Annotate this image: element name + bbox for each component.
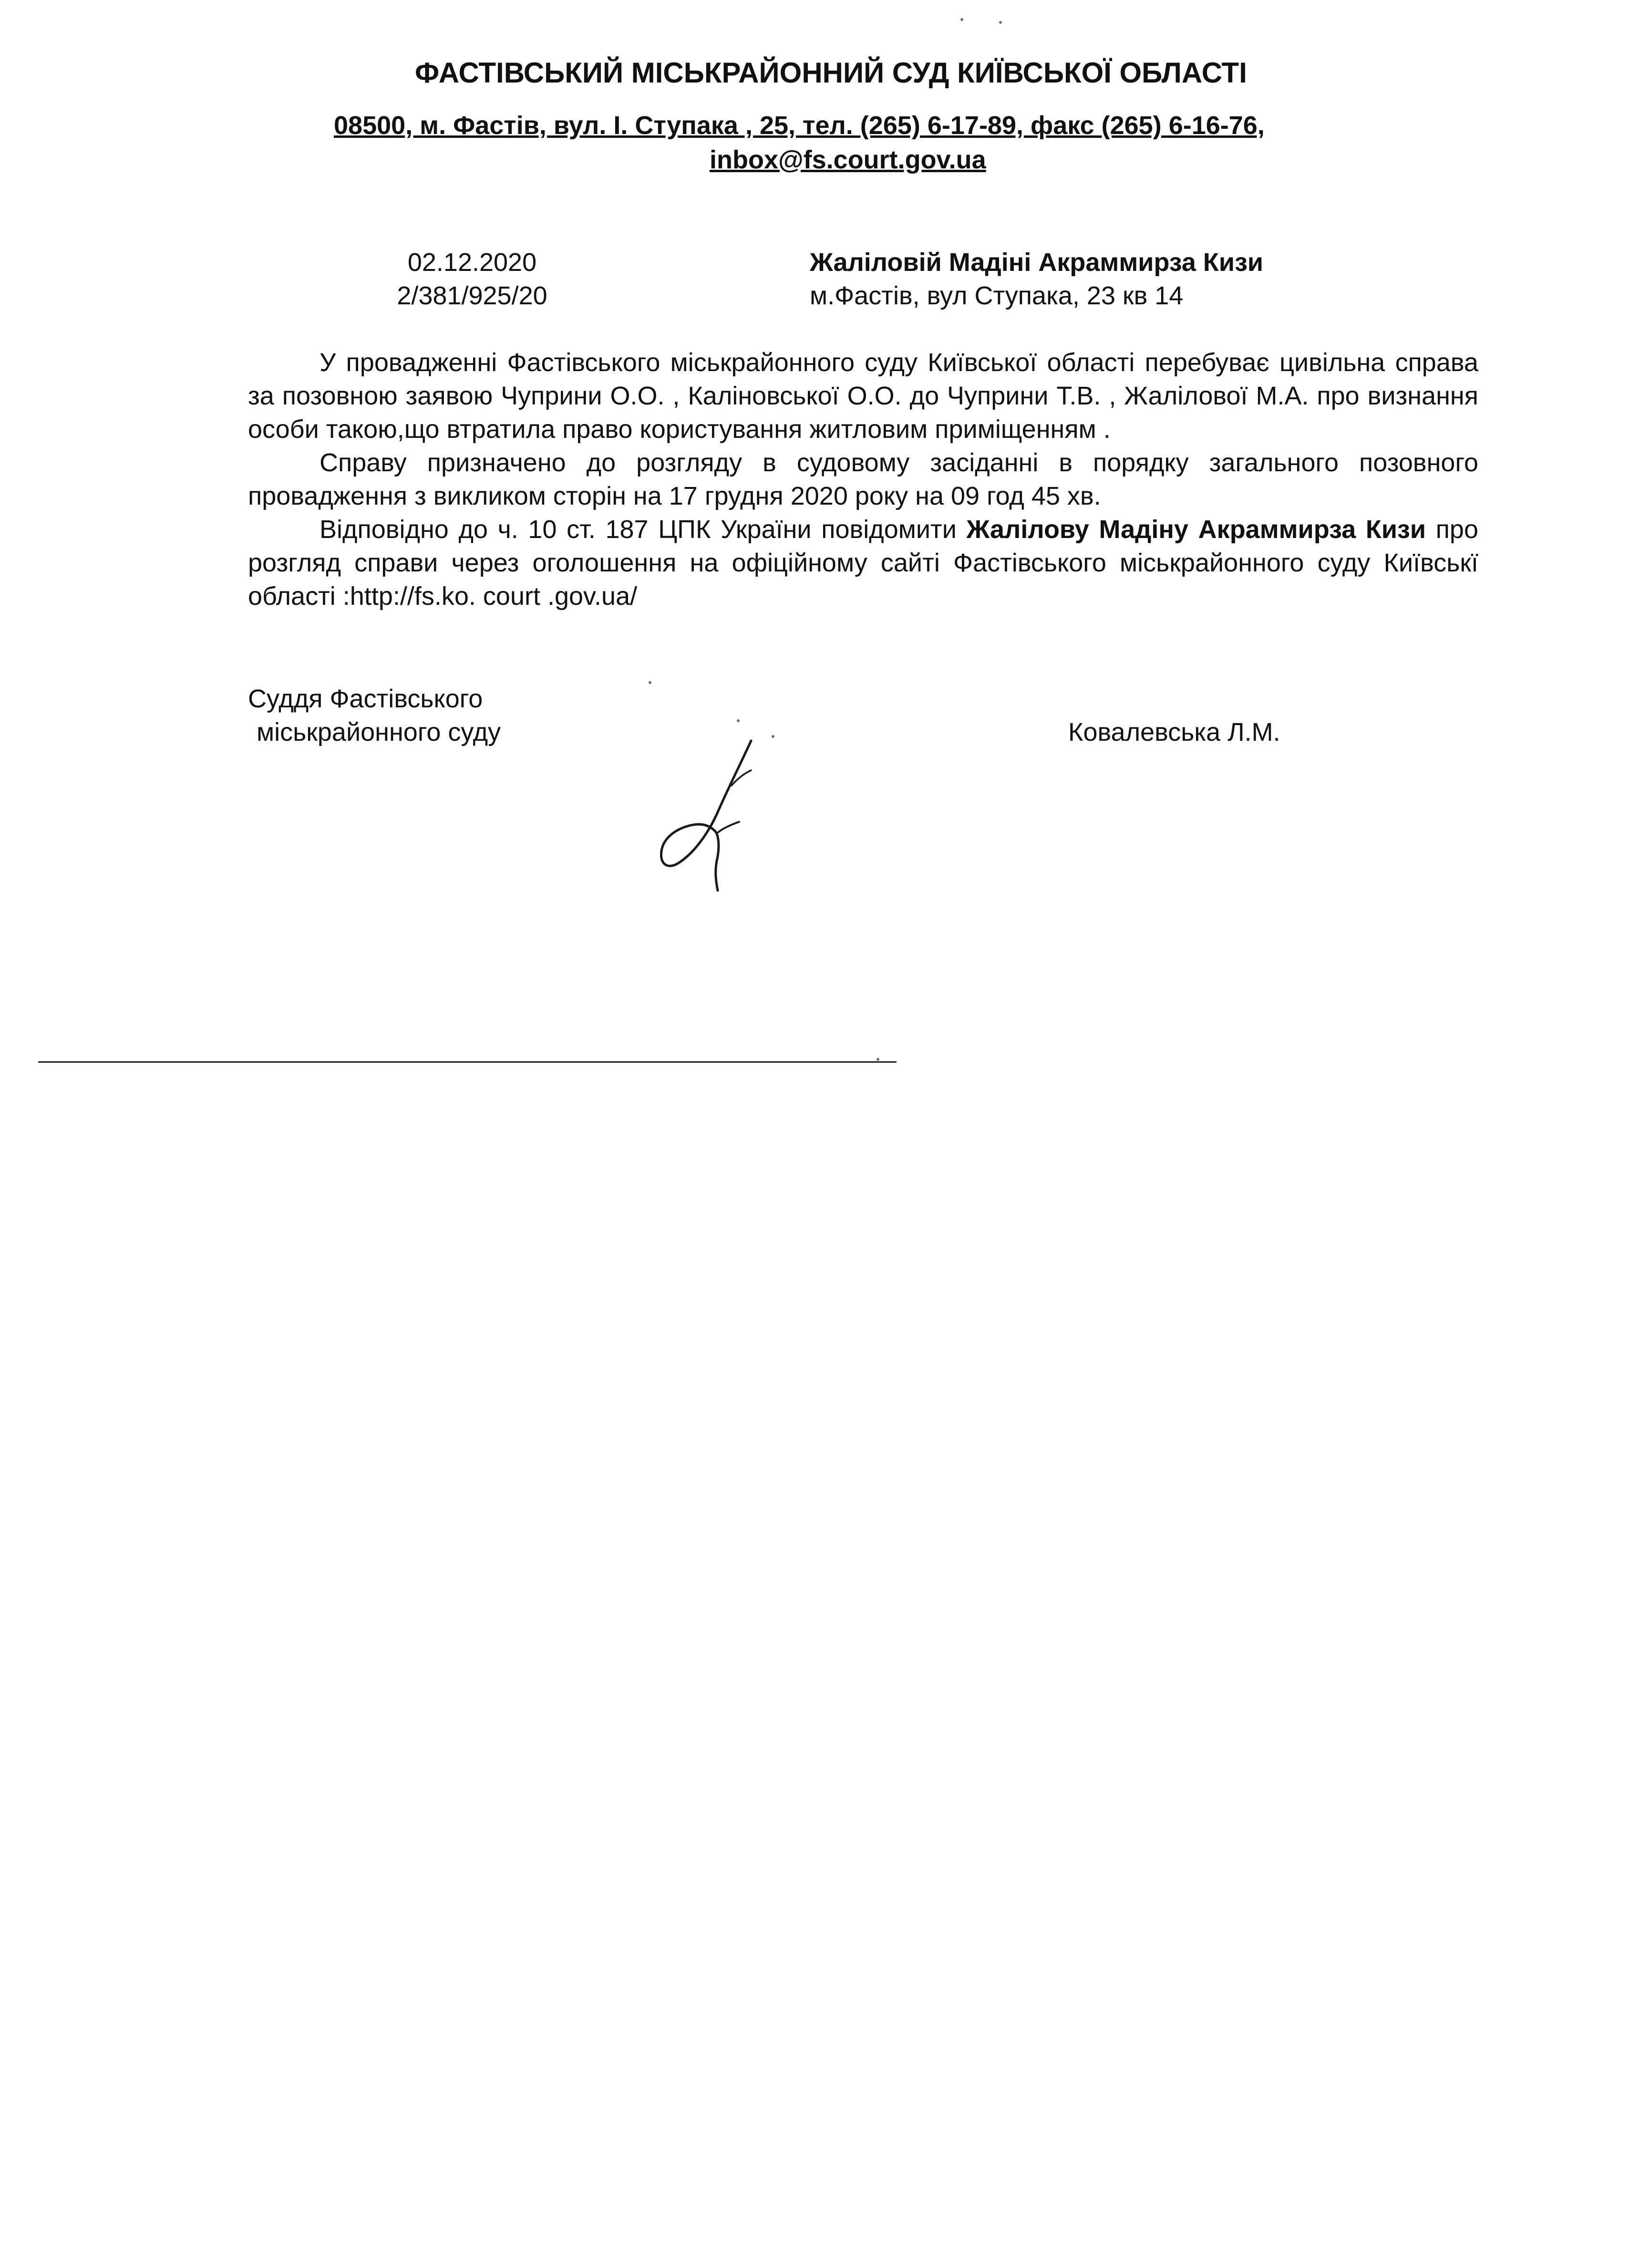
court-email[interactable]: inbox@fs.court.gov.ua: [710, 145, 986, 174]
recipient-block: [810, 246, 1263, 312]
notice-body: [248, 346, 1478, 613]
notice-paragraph-3-prefix: Відповідно до ч. 10 ст. 187 ЦПК України повідомити: [320, 515, 967, 544]
document-date: 02.12.2020: [407, 248, 537, 277]
notice-paragraph-3-suffix: про розгляд справи через оголошення на офіційному сайті Фастівського міськрайонного суду Київськї області :http://fs.ko. court .gov.ua/: [248, 515, 1478, 611]
notice-paragraph-3-bold: Жалілову Мадіну Акраммирза Кизи: [966, 515, 1426, 544]
court-title: ФАСТІВСЬКИЙ МІСЬКРАЙОННИЙ СУД КИЇВСЬКОЇ ОБЛАСТІ: [415, 57, 1247, 89]
recipient-name: Жаліловій Мадіні Акраммирза Кизи: [810, 248, 1264, 277]
document-reference-number: 2/381/925/20: [397, 281, 547, 310]
judge-position-line-2: міськрайонного суду: [257, 718, 501, 746]
recipient-address: м.Фастів, вул Ступака, 23 кв 14: [810, 281, 1184, 310]
document-meta: [372, 246, 572, 312]
scan-speck: [960, 18, 963, 21]
notice-paragraph-2: Справу призначено до розгляду в судовому засіданні в порядку загального позовного провадження з викликом сторін на 17 грудня 2020 року на 09 год 45 хв.: [248, 448, 1478, 510]
judge-position-line-1: Суддя Фастівського: [248, 684, 483, 713]
scan-speck: [649, 681, 651, 684]
judge-position: [248, 682, 501, 749]
handwritten-signature: [634, 732, 787, 909]
scan-speck: [876, 1058, 879, 1061]
notice-paragraph-3: [248, 513, 1478, 613]
scan-speck: [772, 735, 774, 738]
notice-paragraph-1: У провадженні Фастівського міськрайонного суду Київської області перебуває цивільна справа за позовною заявою Чуприни О.О. , Каліновської О.О. до Чуприни Т.В. , Жалілової М.А. про визнання особи такою,що втратила право користування житловим приміщенням .: [248, 348, 1478, 444]
scan-speck: [999, 21, 1002, 24]
scan-speck: [737, 719, 740, 722]
horizontal-divider: [38, 1061, 897, 1063]
judge-name: Ковалевська Л.М.: [1068, 718, 1280, 746]
court-address: 08500, м. Фастів, вул. І. Ступака , 25, тел. (265) 6-17-89, факс (265) 6-16-76,: [334, 111, 1265, 140]
